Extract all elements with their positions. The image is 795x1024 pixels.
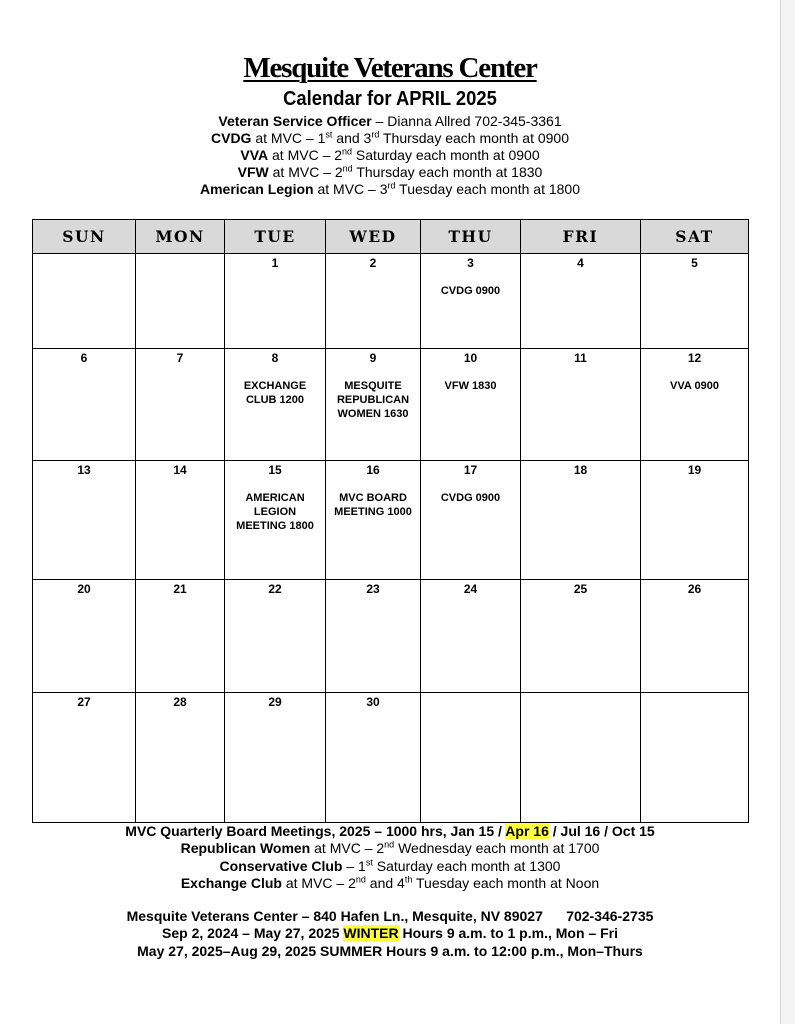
day-number bbox=[33, 256, 135, 270]
calendar-event: MVC BOARD MEETING 1000 bbox=[334, 492, 412, 518]
cvdg-label: CVDG bbox=[211, 130, 252, 146]
cvdg-sup2: rd bbox=[371, 129, 380, 140]
day-number: 27 bbox=[77, 695, 91, 709]
calendar-event: AMERICAN LEGION MEETING 1800 bbox=[236, 492, 314, 532]
board-meetings-highlight: Apr 16 bbox=[505, 823, 549, 839]
calendar-day-cell bbox=[136, 580, 225, 693]
vfw-pre: at MVC – 2 bbox=[268, 164, 343, 180]
day-number: 6 bbox=[80, 351, 88, 365]
vso-text: – Dianna Allred 702-345-3361 bbox=[371, 113, 562, 129]
page-title: Mesquite Veterans Center bbox=[243, 52, 537, 84]
day-number: 15 bbox=[268, 463, 282, 477]
weekday-sat: SAT bbox=[641, 220, 749, 254]
vfw-label: VFW bbox=[237, 164, 269, 180]
calendar-event: VVA 0900 bbox=[670, 380, 719, 392]
info-line-vva bbox=[0, 147, 780, 164]
calendar-day-cell bbox=[421, 349, 521, 461]
calendar-subtitle: Calendar for APRIL 2025 bbox=[283, 88, 497, 110]
republican-women-post: Wednesday each month at 1700 bbox=[394, 840, 600, 857]
info-line-legion bbox=[0, 181, 780, 198]
calendar-day-cell bbox=[33, 693, 136, 823]
vfw-sup1: nd bbox=[342, 163, 353, 174]
day-number: 10 bbox=[463, 351, 478, 365]
day-number: 1 bbox=[271, 256, 279, 270]
page-footer bbox=[0, 823, 780, 960]
calendar-day-cell bbox=[225, 461, 326, 580]
calendar-day-cell bbox=[641, 349, 749, 461]
day-number: 16 bbox=[366, 463, 380, 477]
page-header bbox=[0, 52, 780, 198]
day-number bbox=[421, 695, 520, 709]
vso-label: Veteran Service Officer bbox=[218, 113, 372, 129]
calendar-day-cell bbox=[521, 254, 641, 349]
winter-pre: Sep 2, 2024 – May 27, 2025 bbox=[162, 925, 344, 942]
calendar-day-cell bbox=[225, 349, 326, 461]
info-line-vfw bbox=[0, 164, 780, 181]
day-number: 21 bbox=[173, 582, 187, 596]
calendar-day-cell bbox=[641, 254, 749, 349]
weekday-header-row bbox=[33, 220, 749, 254]
calendar-day-cell bbox=[641, 693, 749, 823]
day-number bbox=[641, 695, 748, 709]
calendar-day-cell bbox=[136, 349, 225, 461]
exchange-club-post: Tuesday each month at Noon bbox=[412, 874, 600, 891]
conservative-club-post: Saturday each month at 1300 bbox=[372, 857, 561, 874]
scrollbar-track[interactable] bbox=[780, 0, 795, 1024]
exchange-club-sup1: nd bbox=[355, 874, 366, 885]
calendar-day-cell bbox=[641, 580, 749, 693]
conservative-club-label: Conservative Club bbox=[219, 857, 343, 874]
calendar-day-cell bbox=[421, 461, 521, 580]
calendar-event: CVDG 0900 bbox=[440, 492, 501, 504]
vva-pre: at MVC – 2 bbox=[268, 147, 343, 163]
weekday-thu: THU bbox=[421, 220, 521, 254]
calendar-day-cell bbox=[521, 693, 641, 823]
calendar-day-cell bbox=[225, 693, 326, 823]
calendar-day-cell bbox=[521, 580, 641, 693]
calendar-day-cell bbox=[326, 349, 421, 461]
republican-women-line bbox=[0, 840, 780, 857]
day-number bbox=[521, 695, 640, 709]
winter-post: Hours 9 a.m. to 1 p.m., Mon – Fri bbox=[398, 925, 618, 942]
day-number: 25 bbox=[573, 582, 588, 596]
day-number: 17 bbox=[463, 463, 478, 477]
legion-post: Tuesday each month at 1800 bbox=[395, 181, 580, 197]
summer-hours-line: May 27, 2025–Aug 29, 2025 SUMMER Hours 9 a.m. to 12:00 p.m., Mon–Thurs bbox=[137, 942, 643, 959]
weekday-sun: SUN bbox=[33, 220, 136, 254]
calendar-grid bbox=[32, 219, 749, 823]
republican-women-sup1: nd bbox=[384, 839, 395, 850]
legion-sup1: rd bbox=[387, 180, 396, 191]
exchange-club-mid: and 4 bbox=[365, 874, 405, 891]
vva-post: Saturday each month at 0900 bbox=[352, 147, 540, 163]
winter-highlight: WINTER bbox=[343, 925, 399, 942]
republican-women-label: Republican Women bbox=[180, 840, 311, 857]
day-number: 2 bbox=[369, 256, 377, 270]
day-number: 20 bbox=[77, 582, 91, 596]
calendar-day-cell bbox=[136, 693, 225, 823]
day-number: 22 bbox=[268, 582, 282, 596]
weekday-fri: FRI bbox=[521, 220, 641, 254]
vva-label: VVA bbox=[240, 147, 269, 163]
calendar-week-row bbox=[33, 349, 749, 461]
calendar-week-row bbox=[33, 461, 749, 580]
day-number: 9 bbox=[369, 351, 377, 365]
board-meetings-line bbox=[0, 823, 780, 840]
exchange-club-sup2: th bbox=[404, 874, 413, 885]
calendar-day-cell bbox=[421, 254, 521, 349]
info-line-cvdg bbox=[0, 130, 780, 147]
calendar-day-cell bbox=[33, 580, 136, 693]
calendar-day-cell bbox=[136, 461, 225, 580]
calendar-day-cell bbox=[521, 349, 641, 461]
day-number: 12 bbox=[687, 351, 702, 365]
day-number bbox=[136, 256, 224, 270]
day-number: 26 bbox=[687, 582, 702, 596]
day-number: 24 bbox=[463, 582, 478, 596]
calendar-event: MESQUITE REPUBLICAN WOMEN 1630 bbox=[336, 380, 410, 420]
day-number: 5 bbox=[691, 256, 698, 270]
calendar-day-cell bbox=[326, 254, 421, 349]
calendar-day-cell bbox=[136, 254, 225, 349]
conservative-club-sup1: st bbox=[365, 856, 373, 867]
day-number: 11 bbox=[574, 351, 587, 365]
calendar-day-cell bbox=[33, 349, 136, 461]
exchange-club-label: Exchange Club bbox=[180, 874, 282, 891]
exchange-club-pre: at MVC – 2 bbox=[281, 874, 356, 891]
calendar-day-cell bbox=[225, 254, 326, 349]
board-meetings-pre: MVC Quarterly Board Meetings, 2025 – 1000 hrs, Jan 15 / bbox=[125, 823, 506, 839]
calendar-event: CVDG 0900 bbox=[440, 285, 501, 297]
day-number: 3 bbox=[467, 256, 474, 270]
calendar-day-cell bbox=[421, 580, 521, 693]
calendar-day-cell bbox=[326, 693, 421, 823]
cvdg-post: Thursday each month at 0900 bbox=[379, 130, 569, 146]
exchange-club-line bbox=[0, 875, 780, 892]
day-number: 28 bbox=[173, 695, 187, 709]
day-number: 8 bbox=[271, 351, 279, 365]
calendar-day-cell bbox=[641, 461, 749, 580]
calendar-day-cell bbox=[33, 461, 136, 580]
calendar-day-cell bbox=[421, 693, 521, 823]
day-number: 19 bbox=[687, 463, 702, 477]
day-number: 14 bbox=[173, 463, 187, 477]
conservative-club-pre: – 1 bbox=[342, 857, 366, 874]
day-number: 23 bbox=[366, 582, 380, 596]
address-line: Mesquite Veterans Center – 840 Hafen Ln., Mesquite, NV 89027 702-346-2735 bbox=[126, 908, 654, 925]
day-number: 30 bbox=[366, 695, 380, 709]
weekday-mon: MON bbox=[136, 220, 225, 254]
vfw-post: Thursday each month at 1830 bbox=[352, 164, 543, 180]
info-line-vso bbox=[0, 113, 780, 130]
calendar-day-cell bbox=[326, 461, 421, 580]
board-meetings-post: / Jul 16 / Oct 15 bbox=[548, 823, 655, 839]
cvdg-sup1: st bbox=[325, 129, 333, 140]
day-number: 29 bbox=[268, 695, 282, 709]
republican-women-pre: at MVC – 2 bbox=[310, 840, 385, 857]
weekday-wed: WED bbox=[326, 220, 421, 254]
day-number: 13 bbox=[77, 463, 91, 477]
cvdg-pre: at MVC – 1 bbox=[251, 130, 326, 146]
calendar-week-row bbox=[33, 580, 749, 693]
winter-hours-line bbox=[0, 925, 780, 942]
calendar-week-row bbox=[33, 693, 749, 823]
legion-pre: at MVC – 3 bbox=[313, 181, 388, 197]
day-number: 4 bbox=[577, 256, 584, 270]
calendar-week-row bbox=[33, 254, 749, 349]
calendar-event: EXCHANGE CLUB 1200 bbox=[243, 380, 307, 406]
day-number: 7 bbox=[176, 351, 184, 365]
calendar-day-cell bbox=[225, 580, 326, 693]
legion-label: American Legion bbox=[200, 181, 314, 197]
vva-sup1: nd bbox=[342, 146, 353, 157]
weekday-tue: TUE bbox=[225, 220, 326, 254]
calendar-event: VFW 1830 bbox=[444, 380, 497, 392]
calendar-day-cell bbox=[33, 254, 136, 349]
day-number: 18 bbox=[573, 463, 588, 477]
calendar-day-cell bbox=[521, 461, 641, 580]
cvdg-mid: and 3 bbox=[332, 130, 372, 146]
calendar-day-cell bbox=[326, 580, 421, 693]
conservative-club-line bbox=[0, 858, 780, 875]
